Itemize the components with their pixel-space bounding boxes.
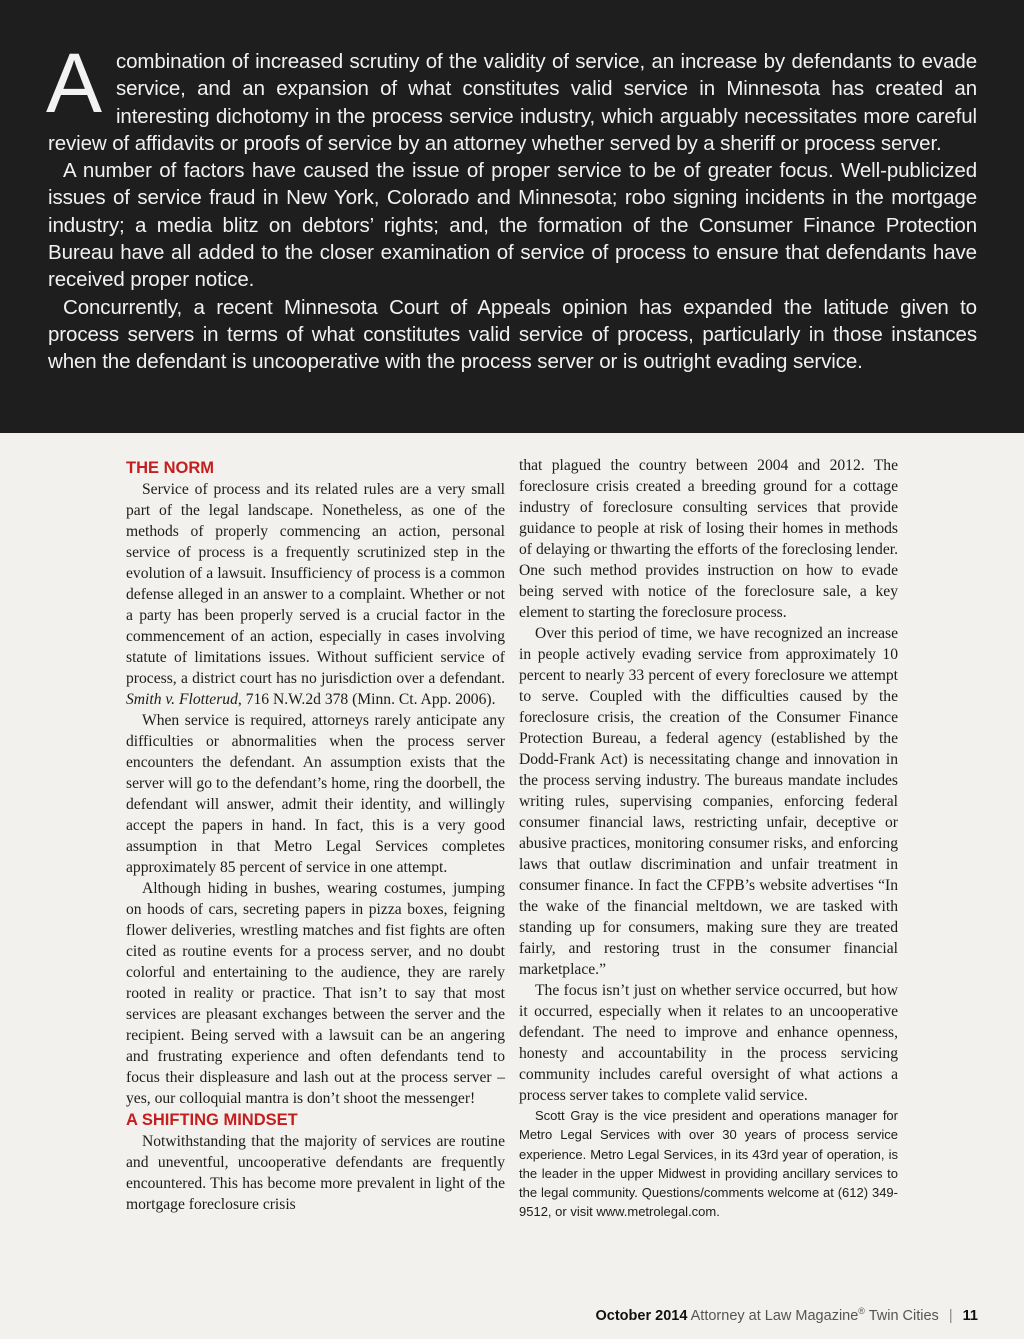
- body-paragraph: Over this period of time, we have recognized an increase in people actively evading service from approximately 10 percent to nearly 33 percent of every foreclosure we attempt to serve. Coupled with the difficulties caused by the foreclosure crisis, the creation of the Consumer Finance Protection Bureau, a federal agency (established by the Dodd-Frank Act) is necessitating change and innovation in the process serving industry. The bureaus mandate includes writing rules, supervising companies, enforcing federal consumer financial laws, restricting unfair, deceptive or abusive practices, monitoring consumer risks, and enforcing laws that outlaw discrimination and unfair treatment in consumer finance. In fact the CFPB’s website advertises “In the wake of the financial meltdown, we are tasked with standing up for consumers, making sure they are treated fairly, and restoring trust in the consumer financial marketplace.”: [519, 625, 898, 978]
- section-heading-the-norm: THE NORM: [126, 459, 214, 477]
- page-footer: [596, 1306, 978, 1324]
- intro-paragraph-1: combination of increased scrutiny of the validity of service, an increase by defendants to evade service, and an expansion of what constitutes valid service in Minnesota has created an interesting dichotomy in the process service industry, which arguably necessitates more careful review of affidavits or proofs of service by an attorney whether served by a sheriff or process server.: [48, 50, 977, 155]
- body-paragraph: Notwithstanding that the majority of services are routine and uneventful, uncooperative defendants are frequently encountered. This has become more prevalent in light of the mortgage foreclosure crisis: [126, 1133, 505, 1213]
- left-column: [126, 455, 505, 1215]
- registered-mark: ®: [858, 1306, 865, 1316]
- text-run: Service of process and its related rules are a very small part of the legal landscape. Nonetheless, as one of the methods of properly commencing an action, personal service of process is a frequently scrutinized step in the evolution of a lawsuit. Insufficiency of process is a common defense alleged in an answer to a complaint. Whether or not a party has been properly served is a crucial factor in the commencement of an action, especially in cases involving statute of limitations issues. Without sufficient service of process, a district court has no jurisdiction over a defendant.: [126, 481, 505, 687]
- intro-section: [0, 0, 1024, 433]
- text-run: , 716 N.W.2d 378 (Minn. Ct. App. 2006).: [237, 691, 496, 708]
- drop-cap: A: [46, 36, 102, 130]
- intro-paragraph-2: A number of factors have caused the issue of proper service to be of greater focus. Well-publicized issues of service fraud in New York, Colorado and Minnesota; robo signing incidents in the mortgage industry; a media blitz on debtors’ rights; and, the formation of the Consumer Finance Protection Bureau have all added to the closer examination of service of process to ensure that defendants have received proper notice.: [48, 159, 977, 292]
- body-paragraph: When service is required, attorneys rarely anticipate any difficulties or abnormalities when the process server encounters the defendant. An assumption exists that the server will go to the defendant’s home, ring the doorbell, the defendant will answer, admit their identity, and willingly accept the papers in hand. In fact, this is a very good assumption in that Metro Legal Services completes approximately 85 percent of service in one attempt.: [126, 712, 505, 876]
- issue-date: October 2014: [595, 1307, 688, 1324]
- magazine-name: Attorney at Law Magazine: [690, 1307, 859, 1324]
- page-number: 11: [962, 1307, 978, 1324]
- footer-divider: |: [948, 1307, 953, 1324]
- body-paragraph: [126, 479, 505, 710]
- author-bio: Scott Gray is the vice president and operations manager for Metro Legal Services with over 30 years of process service experience. Metro Legal Services, in its 43rd year of operation, is the leader in the upper Midwest in providing ancillary services to the legal community. Questions/comments welcome at (612) 349-9512, or visit www.metrolegal.com.: [519, 1108, 898, 1220]
- body-paragraph: Although hiding in bushes, wearing costumes, jumping on hoods of cars, secreting papers in pizza boxes, feigning flower deliveries, wrestling matches and fist fights are often cited as routine events for a process server, and no doubt colorful and entertaining to the audience, they are rarely rooted in reality or practice. That isn’t to say that most services are pleasant exchanges between the server and the recipient. Being served with a lawsuit can be an angering and frustrating experience and often defendants tend to focus their displeasure and lash out at the process server – yes, our colloquial mantra is don’t shoot the messenger!: [126, 880, 505, 1107]
- edition-name: Twin Cities: [864, 1307, 939, 1324]
- intro-paragraph-3: Concurrently, a recent Minnesota Court of Appeals opinion has expanded the latitude given to process servers in terms of what constitutes valid service of process, particularly in those instances when the defendant is uncooperative with the process server or is outright evading service.: [48, 295, 977, 374]
- case-citation: Smith v. Flotterud: [126, 691, 238, 708]
- section-heading-shifting-mindset: A SHIFTING MINDSET: [126, 1111, 298, 1129]
- body-paragraph: The focus isn’t just on whether service occurred, but how it occurred, especially when it relates to an uncooperative defendant. The need to improve and enhance openness, honesty and accountability in the process servicing community includes careful oversight of what actions a process server takes to complete valid service.: [519, 982, 898, 1104]
- right-column: [519, 455, 898, 1222]
- body-paragraph: that plagued the country between 2004 and 2012. The foreclosure crisis created a breeding ground for a cottage industry of foreclosure consulting services that provide guidance to people at risk of losing their homes in methods of delaying or thwarting the efforts of the foreclosing lender. One such method provides instruction on how to evade being served with notice of the foreclosure sale, a key element to starting the foreclosure process.: [519, 457, 898, 621]
